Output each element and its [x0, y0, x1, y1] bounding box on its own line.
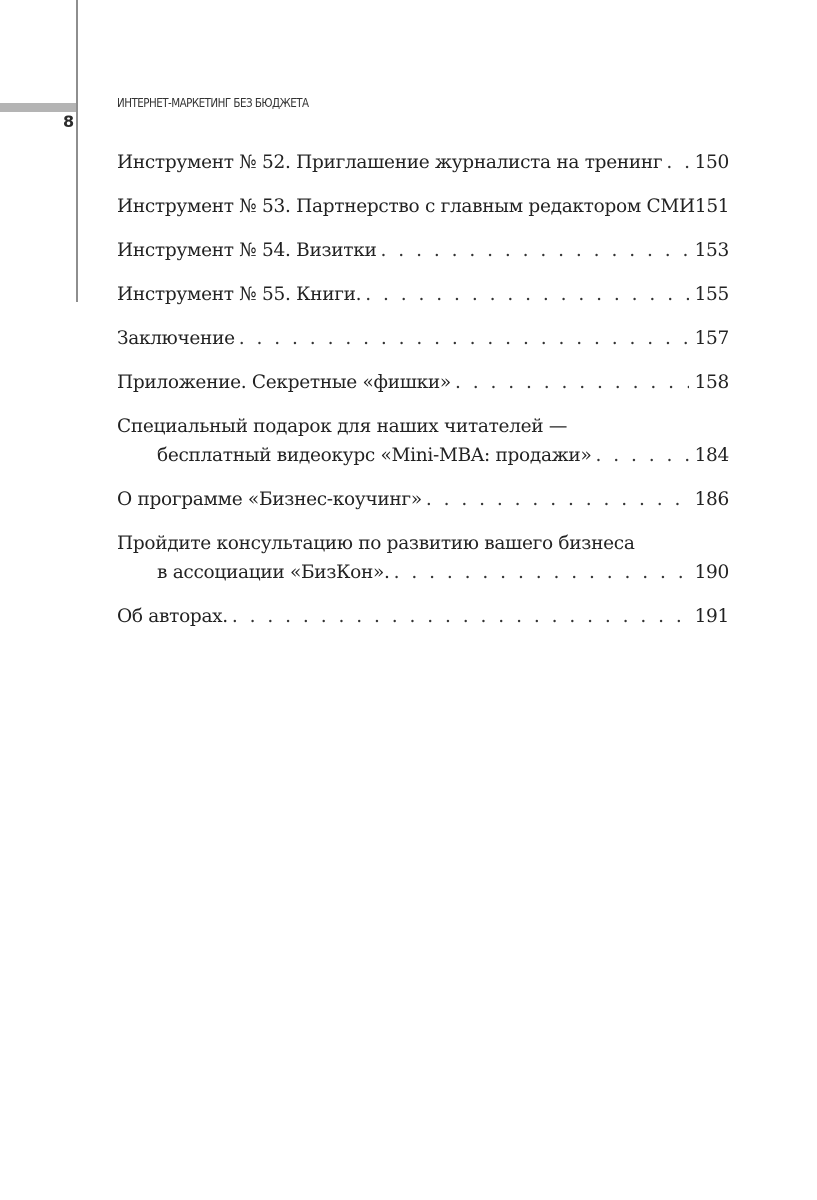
toc-entry[interactable]: [117, 529, 729, 587]
toc-page-number: 157: [694, 328, 729, 349]
toc-page-number: 151: [694, 196, 730, 217]
dot-leader: [666, 148, 688, 177]
toc-page-number: 155: [694, 284, 729, 305]
toc-entry-title: бесплатный видеокурс «Mini-MBA: продажи»: [157, 445, 592, 466]
toc-entry[interactable]: [117, 412, 729, 470]
toc-entry-title: Специальный подарок для наших читателей —: [117, 416, 568, 437]
toc-page-number: 190: [694, 562, 729, 583]
toc-entry-title: Об авторах.: [117, 606, 228, 627]
toc-entry[interactable]: [117, 192, 729, 221]
toc-entry-title: Инструмент № 53. Партнерство с главным редактором СМИ: [117, 196, 695, 217]
dot-leader: [426, 485, 689, 514]
toc-entry-title: О программе «Бизнес-коучинг»: [117, 489, 422, 510]
running-title: ИНТЕРНЕТ-МАРКЕТИНГ БЕЗ БЮДЖЕТА: [117, 96, 309, 110]
toc-entry-title: Приложение. Секретные «фишки»: [117, 372, 451, 393]
toc-page-number: 158: [694, 372, 729, 393]
toc-entry[interactable]: [117, 485, 729, 514]
dot-leader: [239, 324, 689, 353]
toc-entry-title: Инструмент № 54. Визитки: [117, 240, 377, 261]
toc-entry-title: Пройдите консультацию по развитию вашего бизнеса: [117, 533, 635, 554]
margin-rule: [76, 0, 78, 302]
toc-entry[interactable]: [117, 368, 729, 397]
toc-page-number: 150: [694, 152, 729, 173]
toc-entry[interactable]: [117, 602, 729, 631]
page-number: 8: [63, 112, 75, 131]
page-number-tab: [0, 103, 76, 112]
dot-leader: [365, 280, 688, 309]
dot-leader: [381, 236, 689, 265]
toc-entry[interactable]: [117, 236, 729, 265]
dot-leader: [232, 602, 689, 631]
toc-entry-title: Инструмент № 55. Книги.: [117, 284, 362, 305]
toc-page-number: 186: [694, 489, 729, 510]
toc-entry-title: Инструмент № 52. Приглашение журналиста на тренинг: [117, 152, 663, 173]
dot-leader: [455, 368, 689, 397]
toc-entry-title: Заключение: [117, 328, 235, 349]
toc-entry[interactable]: [117, 148, 729, 177]
dot-leader: [394, 558, 689, 587]
table-of-contents: [117, 148, 729, 646]
toc-entry[interactable]: [117, 324, 729, 353]
toc-entry-title: в ассоциации «БизКон».: [157, 562, 390, 583]
toc-page-number: 153: [694, 240, 729, 261]
toc-page-number: 184: [694, 445, 729, 466]
toc-page-number: 191: [694, 606, 729, 627]
toc-entry[interactable]: [117, 280, 729, 309]
dot-leader: [596, 441, 689, 470]
